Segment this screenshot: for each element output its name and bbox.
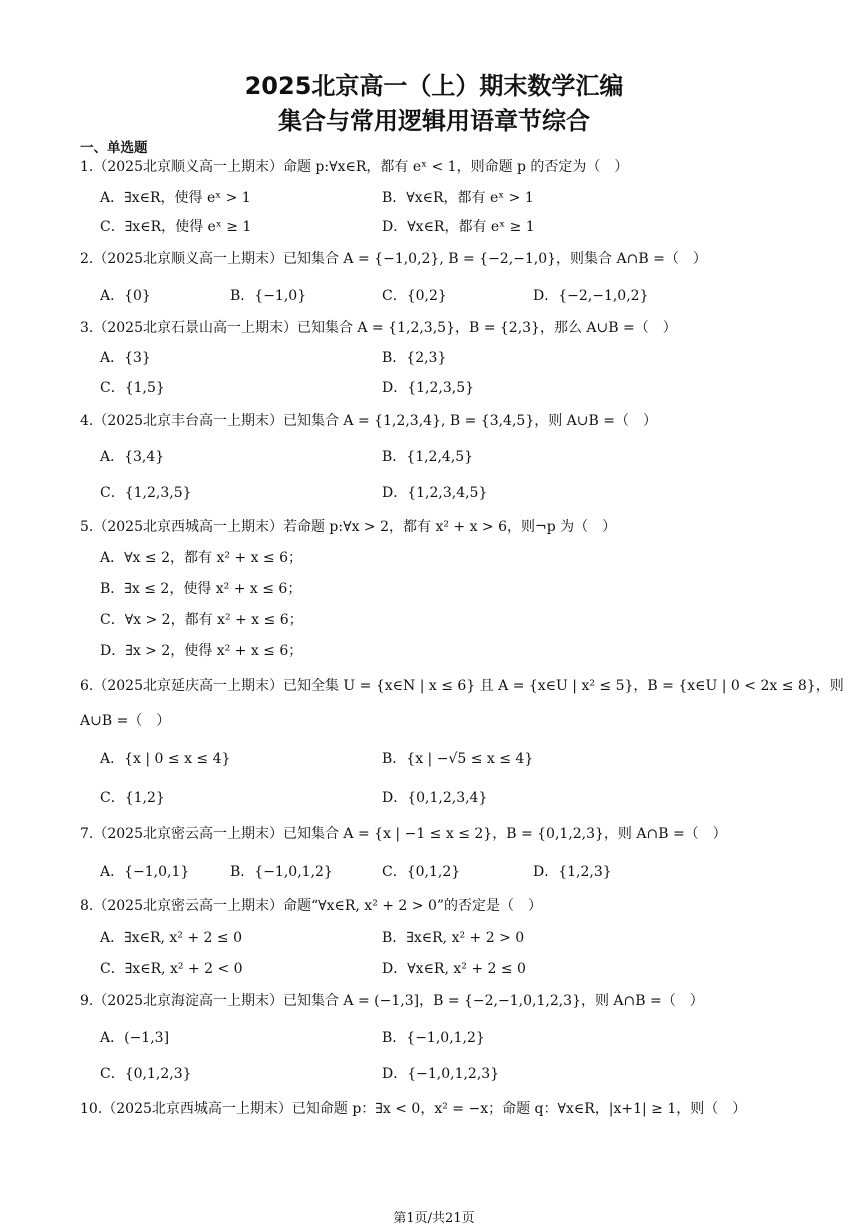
question-6-stem: 6.（2025北京延庆高一上期末）已知全集 U = {x∈N | x ≤ 6} 且 A = {x∈U | x² ≤ 5}，B = {x∈U | 0 < 2x ≤ 8}，则 — [80, 678, 844, 694]
question-6-option-b: B．{x | −√5 ≤ x ≤ 4} — [382, 751, 534, 767]
question-9-option-b: B．{−1,0,1,2} — [382, 1030, 485, 1046]
question-1-option-b: B．∀x∈R，都有 eˣ > 1 — [382, 190, 534, 206]
question-3-option-a: A．{3} — [100, 350, 151, 366]
question-9-stem: 9.（2025北京海淀高一上期末）已知集合 A = (−1,3]，B = {−2,−1,0,1,2,3}，则 A∩B =（ ） — [80, 993, 704, 1009]
question-4-option-a: A．{3,4} — [100, 449, 165, 465]
question-9-option-d: D．{−1,0,1,2,3} — [382, 1066, 500, 1082]
question-2-option-d: D．{−2,−1,0,2} — [533, 288, 649, 304]
question-1-stem: 1.（2025北京顺义高一上期末）命题 p:∀x∈R，都有 eˣ < 1，则命题 p 的否定为（ ） — [80, 159, 629, 175]
question-7-option-c: C．{0,1,2} — [382, 864, 461, 880]
question-4-option-c: C．{1,2,3,5} — [100, 485, 192, 501]
question-1-option-a: A．∃x∈R，使得 eˣ > 1 — [100, 190, 251, 206]
question-8-option-a: A．∃x∈R, x² + 2 ≤ 0 — [100, 930, 242, 946]
page-footer: 第1页/共21页 — [393, 1211, 475, 1226]
question-7-option-a: A．{−1,0,1} — [100, 864, 190, 880]
question-4-stem: 4.（2025北京丰台高一上期末）已知集合 A = {1,2,3,4}, B = {3,4,5}，则 A∪B =（ ） — [80, 413, 657, 429]
question-8-option-d: D．∀x∈R, x² + 2 ≤ 0 — [382, 961, 526, 977]
question-1-option-d: D．∀x∈R，都有 eˣ ≥ 1 — [382, 219, 535, 235]
question-6-option-d: D．{0,1,2,3,4} — [382, 790, 488, 806]
question-7-option-d: D．{1,2,3} — [533, 864, 612, 880]
question-8-option-c: C．∃x∈R, x² + 2 < 0 — [100, 961, 243, 977]
question-2-stem: 2.（2025北京顺义高一上期末）已知集合 A = {−1,0,2}, B = {−2,−1,0}，则集合 A∩B =（ ） — [80, 251, 707, 267]
question-3-stem: 3.（2025北京石景山高一上期末）已知集合 A = {1,2,3,5}，B = {2,3}，那么 A∪B =（ ） — [80, 320, 677, 336]
question-7-option-b: B．{−1,0,1,2} — [230, 864, 333, 880]
question-5-option-c: C．∀x > 2，都有 x² + x ≤ 6； — [100, 612, 303, 628]
question-9-option-c: C．{0,1,2,3} — [100, 1066, 192, 1082]
question-2-option-b: B．{−1,0} — [230, 288, 307, 304]
question-6-option-c: C．{1,2} — [100, 790, 165, 806]
question-6-option-a: A．{x | 0 ≤ x ≤ 4} — [100, 751, 231, 767]
question-1-option-c: C．∃x∈R，使得 eˣ ≥ 1 — [100, 219, 252, 235]
question-2-option-c: C．{0,2} — [382, 288, 447, 304]
question-9-option-a: A．(−1,3] — [100, 1030, 170, 1046]
question-6-stem-continued: A∪B =（ ） — [80, 713, 171, 729]
question-7-stem: 7.（2025北京密云高一上期末）已知集合 A = {x | −1 ≤ x ≤ 2}，B = {0,1,2,3}，则 A∩B =（ ） — [80, 826, 727, 842]
question-8-option-b: B．∃x∈R, x² + 2 > 0 — [382, 930, 525, 946]
question-8-stem: 8.（2025北京密云高一上期末）命题“∀x∈R, x² + 2 > 0”的否定是（ ） — [80, 898, 543, 914]
question-2-option-a: A．{0} — [100, 288, 151, 304]
page-subtitle: 集合与常用逻辑用语章节综合 — [278, 107, 590, 135]
question-3-option-d: D．{1,2,3,5} — [382, 380, 475, 396]
question-10-stem: 10.（2025北京西城高一上期末）已知命题 p：∃x < 0，x² = −x；命题 q：∀x∈R，|x+1| ≥ 1，则（ ） — [80, 1101, 747, 1117]
question-5-option-d: D．∃x > 2，使得 x² + x ≤ 6； — [100, 643, 303, 659]
question-3-option-b: B．{2,3} — [382, 350, 447, 366]
question-5-option-b: B．∃x ≤ 2，使得 x² + x ≤ 6； — [100, 581, 302, 597]
question-4-option-d: D．{1,2,3,4,5} — [382, 485, 488, 501]
question-5-option-a: A．∀x ≤ 2，都有 x² + x ≤ 6； — [100, 550, 303, 566]
page-title: 2025北京高一（上）期末数学汇编 — [244, 72, 624, 100]
question-5-stem: 5.（2025北京西城高一上期末）若命题 p:∀x > 2，都有 x² + x > 6，则¬p 为（ ） — [80, 519, 617, 535]
question-3-option-c: C．{1,5} — [100, 380, 165, 396]
question-4-option-b: B．{1,2,4,5} — [382, 449, 474, 465]
section-heading: 一、单选题 — [80, 140, 148, 156]
